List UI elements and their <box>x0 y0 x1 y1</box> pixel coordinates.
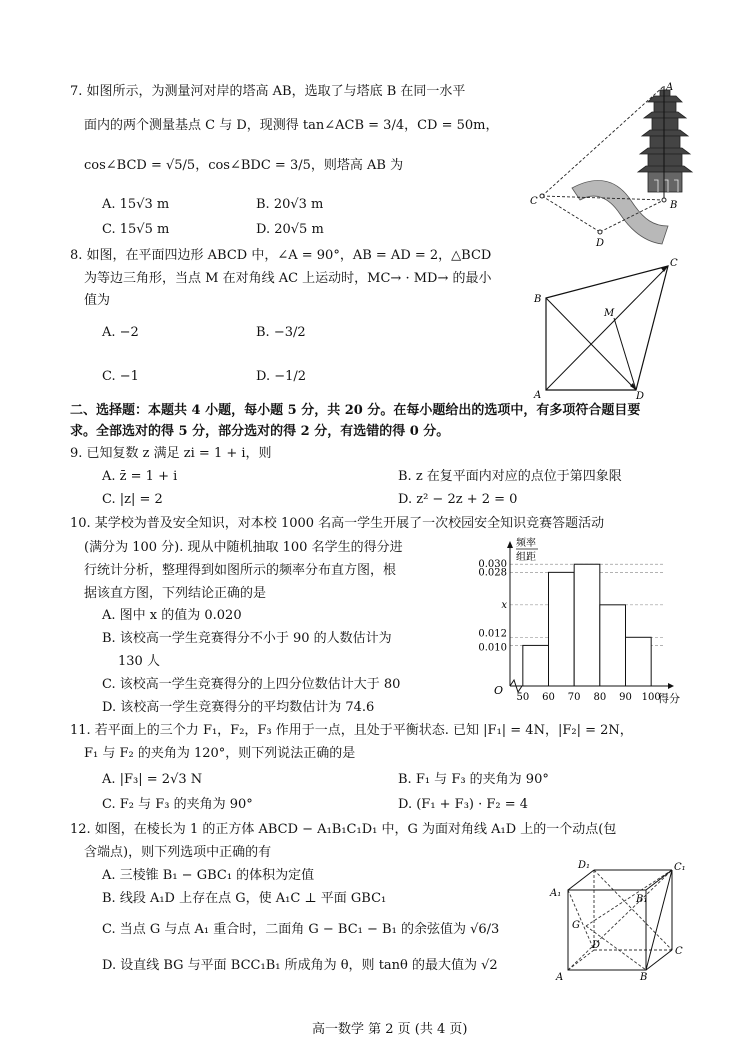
histogram-bar-80-90 <box>600 605 626 686</box>
histogram-y-tick-label: 0.010 <box>478 642 507 654</box>
q8-option-a: A. −2 <box>102 325 139 340</box>
histogram-bar-90-100 <box>626 637 652 686</box>
histogram-x-tick-label: 80 <box>593 692 607 703</box>
q7-stem-line3: cos∠BCD = √5/5，cos∠BDC = 3/5，则塔高 AB 为 <box>84 158 404 173</box>
q10-option-c: C. 该校高一学生竞赛得分的上四分位数估计大于 80 <box>102 677 401 692</box>
q8-label-m: M <box>604 308 615 319</box>
q7-label-c: C <box>530 196 538 207</box>
q12-stem-line1: 12. 如图，在棱长为 1 的正方体 ABCD − A₁B₁C₁D₁ 中，G 为面对角线 A₁D 上的一个动点(包 <box>70 822 617 837</box>
q12-label-c: C <box>675 946 683 957</box>
q8-label-b: B <box>534 294 542 305</box>
q12-hidden-edges <box>568 870 672 970</box>
histogram-x-arrow <box>668 683 674 689</box>
histogram-ylabel-top: 频率 <box>516 538 536 549</box>
q11-option-b: B. F₁ 与 F₃ 的夹角为 90° <box>398 772 549 787</box>
q8-label-d: D <box>636 391 645 400</box>
histogram-origin-label: O <box>494 684 504 697</box>
q7-label-b: B <box>670 200 678 211</box>
q7-label-d: D <box>596 238 605 249</box>
q8-option-c: C. −1 <box>102 369 139 384</box>
q12-label-b: B <box>640 972 648 982</box>
histogram-bar-50-60 <box>523 645 549 686</box>
q10-stem-line1: 10. 某学校为普及安全知识，对本校 1000 名高一学生开展了一次校园安全知识竞赛答题活动 <box>70 516 605 531</box>
q7-tower-figure <box>528 76 694 252</box>
q12-option-d: D. 设直线 BG 与平面 BCC₁B₁ 所成角为 θ，则 tanθ 的最大值为 √2 <box>102 958 498 973</box>
q12-option-b: B. 线段 A₁D 上存在点 G，使 A₁C ⊥ 平面 GBC₁ <box>102 891 387 906</box>
q10-option-b-line2: 130 人 <box>118 654 160 669</box>
q10-frequency-histogram <box>470 536 692 710</box>
q12-cube-figure <box>548 856 698 982</box>
q8-stem-line2: 为等边三角形，当点 M 在对角线 AC 上运动时，MC→ · MD→ 的最小 <box>84 271 492 286</box>
q7-pagoda <box>638 90 692 192</box>
q12-label-c1: C₁ <box>674 862 686 873</box>
q8-stem-line1: 8. 如图，在平面四边形 ABCD 中，∠A = 90°，AB = AD = 2，△BCD <box>70 248 492 263</box>
q9-stem: 9. 已知复数 z 满足 zi = 1 + i，则 <box>70 446 272 461</box>
q11-option-a: A. |F₃| = 2√3 N <box>102 772 203 787</box>
q8-diagonal-ac <box>546 266 668 390</box>
q9-option-d: D. z² − 2z + 2 = 0 <box>398 492 518 507</box>
q11-stem-line2: F₁ 与 F₂ 的夹角为 120°，则下列说法正确的是 <box>84 746 356 761</box>
q7-label-a: A <box>666 82 674 93</box>
q8-option-d: D. −1/2 <box>256 369 307 384</box>
q10-stem-line3: 行统计分析，整理得到如图所示的频率分布直方图，根 <box>84 563 397 578</box>
q7-option-c: C. 15√5 m <box>102 222 170 237</box>
q7-line-cd <box>542 196 600 232</box>
q10-option-b-line1: B. 该校高一学生竞赛得分不小于 90 的人数估计为 <box>102 631 392 646</box>
q12-option-a: A. 三棱锥 B₁ − GBC₁ 的体积为定值 <box>102 868 315 883</box>
q12-stem-line2: 含端点)，则下列选项中正确的有 <box>84 845 272 860</box>
section2-heading-line2: 求。全部选对的得 5 分，部分选对的得 2 分，有选错的得 0 分。 <box>70 424 450 439</box>
q9-option-c: C. |z| = 2 <box>102 492 163 507</box>
q11-option-c: C. F₂ 与 F₃ 的夹角为 90° <box>102 797 253 812</box>
q10-stem-line2: (满分为 100 分). 现从中随机抽取 100 名学生的得分进 <box>84 540 403 555</box>
histogram-bar-60-70 <box>549 572 575 686</box>
page-footer: 高一数学 第 2 页 (共 4 页) <box>312 1022 468 1037</box>
q8-stem-line3: 值为 <box>84 293 111 308</box>
q10-option-d: D. 该校高一学生竞赛得分的平均数估计为 74.6 <box>102 700 375 715</box>
histogram-y-arrow <box>507 541 513 548</box>
q7-stem-line2: 面内的两个测量基点 C 与 D，现测得 tan∠ACB = 3/4，CD = 50m， <box>84 118 499 133</box>
q12-label-a1: A₁ <box>550 888 562 899</box>
histogram-x-tick-label: 70 <box>567 692 581 703</box>
histogram-xlabel: 得分 <box>658 692 680 705</box>
histogram-x-tick-label: 50 <box>516 692 530 703</box>
q12-label-d: D <box>592 940 601 951</box>
q11-option-d: D. (F₁ + F₃) · F₂ = 4 <box>398 797 529 812</box>
section2-heading-line1: 二、选择题：本题共 4 小题，每小题 5 分，共 20 分。在每小题给出的选项中，有多项符合题目要 <box>70 403 641 418</box>
q12-label-a: A <box>556 972 564 982</box>
q8-label-c: C <box>670 258 678 269</box>
q8-option-b: B. −3/2 <box>256 325 306 340</box>
q11-stem-line1: 11. 若平面上的三个力 F₁，F₂，F₃ 作用于一点，且处于平衡状态. 已知 |F₁| = 4N，|F₂| = 2N， <box>70 723 633 738</box>
q7-line-ca <box>542 86 664 196</box>
histogram-x-tick-label: 60 <box>542 692 555 703</box>
q12-label-d1: D₁ <box>578 860 591 871</box>
q10-stem-line4: 据该直方图，下列结论正确的是 <box>84 586 267 601</box>
histogram-y-tick-label: 0.012 <box>478 628 507 640</box>
q9-option-b: B. z 在复平面内对应的点位于第四象限 <box>398 469 622 484</box>
q8-quadrilateral-figure <box>530 256 680 400</box>
histogram-y-tick-label: 0.028 <box>478 567 507 579</box>
q7-option-a: A. 15√3 m <box>102 197 170 212</box>
histogram-x-tick-label: 100 <box>641 692 661 703</box>
q7-stem-line1: 7. 如图所示，为测量河对岸的塔高 AB，选取了与塔底 B 在同一水平 <box>70 84 466 99</box>
q7-option-b: B. 20√3 m <box>256 197 324 212</box>
q9-option-a: A. z̄ = 1 + i <box>102 469 178 484</box>
q10-option-a: A. 图中 x 的值为 0.020 <box>102 608 242 623</box>
histogram-bar-70-80 <box>574 564 600 686</box>
histogram-y-tick-label: x <box>501 599 507 611</box>
histogram-y-tick-label: 0.030 <box>478 559 507 571</box>
histogram-ylabel-bottom: 组距 <box>516 552 536 563</box>
q12-label-g: G <box>572 920 580 931</box>
q12-label-b1: B₁ <box>636 894 648 905</box>
q8-label-a: A <box>534 390 542 400</box>
q12-option-c: C. 当点 G 与点 A₁ 重合时，二面角 G − BC₁ − B₁ 的余弦值为 √6/3 <box>102 922 500 937</box>
q7-option-d: D. 20√5 m <box>256 222 324 237</box>
histogram-x-tick-label: 90 <box>619 692 632 703</box>
